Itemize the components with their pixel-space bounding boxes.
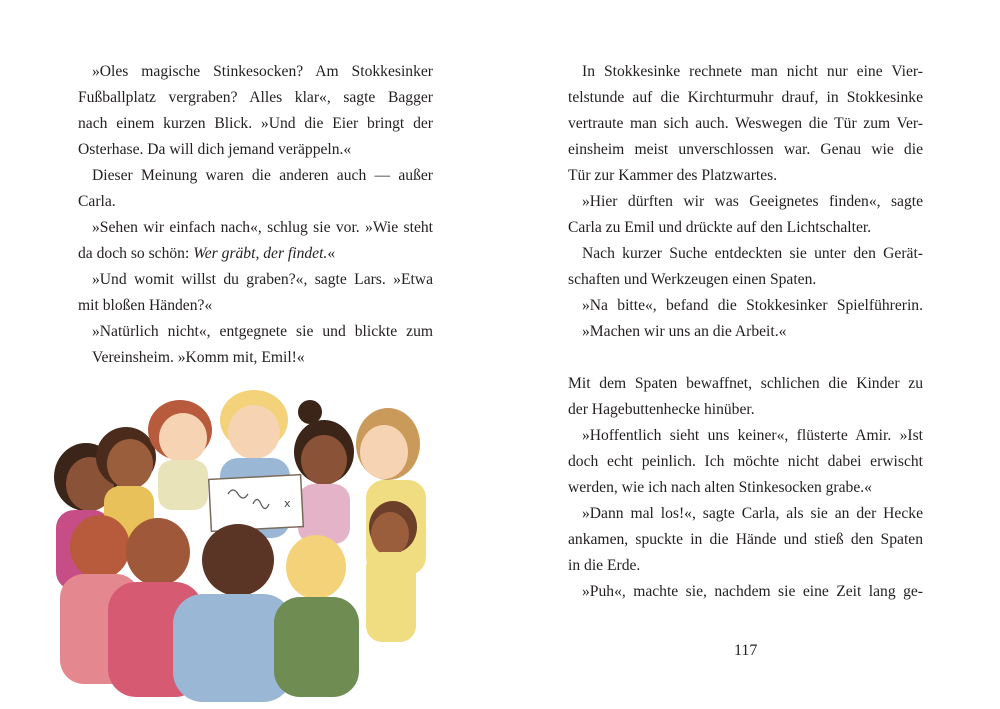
page-number-117: 117 (734, 642, 758, 659)
text-line: Carla zu Emil und drückte auf den Lichtschalter. (568, 219, 872, 236)
text-line: In Stokkesinke rechnete man nicht nur eine Vier- (582, 63, 923, 80)
text-line: telstunde auf die Kirchturmuhr drauf, in Stokkesinke (568, 89, 923, 106)
text-line: ankamen, spuckte in die Hände und stieß den Spaten (568, 531, 923, 548)
italic-quote: Wer gräbt, der findet. (193, 245, 328, 262)
text-line: Osterhase. Da will dich jemand veräppeln.« (78, 141, 352, 158)
text-line: Nach kurzer Suche entdeckten sie unter den Gerät- (582, 245, 923, 262)
treasure-map-sheet (209, 475, 304, 532)
text-line: Fußballplatz vergraben? Alles klar«, sagte Bagger (78, 89, 433, 106)
text-line: »Und womit willst du graben?«, sagte Lars. »Etwa (92, 271, 433, 288)
text-line: nach einem kurzen Blick. »Und die Eier bringt der (78, 115, 433, 132)
text-line (568, 345, 923, 371)
child-back-3 (148, 400, 212, 510)
children-group-illustration (48, 382, 448, 702)
map-x-mark: x (284, 497, 291, 510)
text-line: schaften und Werkzeugen einen Spaten. (568, 271, 817, 288)
text-segment: da doch so schön: (78, 245, 194, 262)
text-line: mit bloßen Händen?« (78, 297, 213, 314)
text-line: »Machen wir uns an die Arbeit.« (582, 323, 787, 340)
text-line: »Hier dürften wir was Geeignetes finden«, sagte (582, 193, 923, 210)
text-segment: « (327, 245, 336, 262)
text-line: Mit dem Spaten bewaffnet, schlichen die Kinder zu (568, 375, 923, 392)
text-line: Vereinsheim. »Komm mit, Emil!« (92, 349, 305, 366)
text-line: Carla. (78, 193, 116, 210)
text-line (78, 241, 433, 267)
left-page-text (78, 59, 433, 371)
text-line: »Sehen wir einfach nach«, schlug sie vor. »Wie steht (92, 219, 433, 236)
text-line: »Na bitte«, befand die Stokkesinker Spielführerin. (582, 297, 923, 314)
right-page-text (568, 59, 923, 605)
text-line: der Hagebuttenhecke hinüber. (568, 401, 755, 418)
text-line: doch echt peinlich. Ich möchte nicht dabei erwischt (568, 453, 923, 470)
right-page (500, 0, 1000, 709)
text-line: vertraute man sich auch. Weswegen die Tür zum Ver- (568, 115, 923, 132)
text-line: einsheim meist unverschlossen war. Genau wie die (568, 141, 923, 158)
child-front-4 (274, 535, 359, 697)
text-line: »Puh«, machte sie, nachdem sie eine Zeit lang ge- (582, 583, 923, 600)
text-line: »Dann mal los!«, sagte Carla, als sie an der Hecke (582, 505, 923, 522)
text-line: in die Erde. (568, 557, 641, 574)
text-line: »Oles magische Stinkesocken? Am Stokkesinker (92, 63, 433, 80)
text-line: »Natürlich nicht«, entgegnete sie und blickte zum (92, 323, 433, 340)
text-line: »Hoffentlich sieht uns keiner«, flüsterte Amir. »Ist (582, 427, 923, 444)
text-line: Tür zur Kammer des Platzwartes. (568, 167, 778, 184)
child-right-side (366, 501, 417, 642)
text-line: Dieser Meinung waren die anderen auch — außer (92, 167, 433, 184)
text-line: werden, wie ich nach alten Stinkesocken grabe.« (568, 479, 872, 496)
